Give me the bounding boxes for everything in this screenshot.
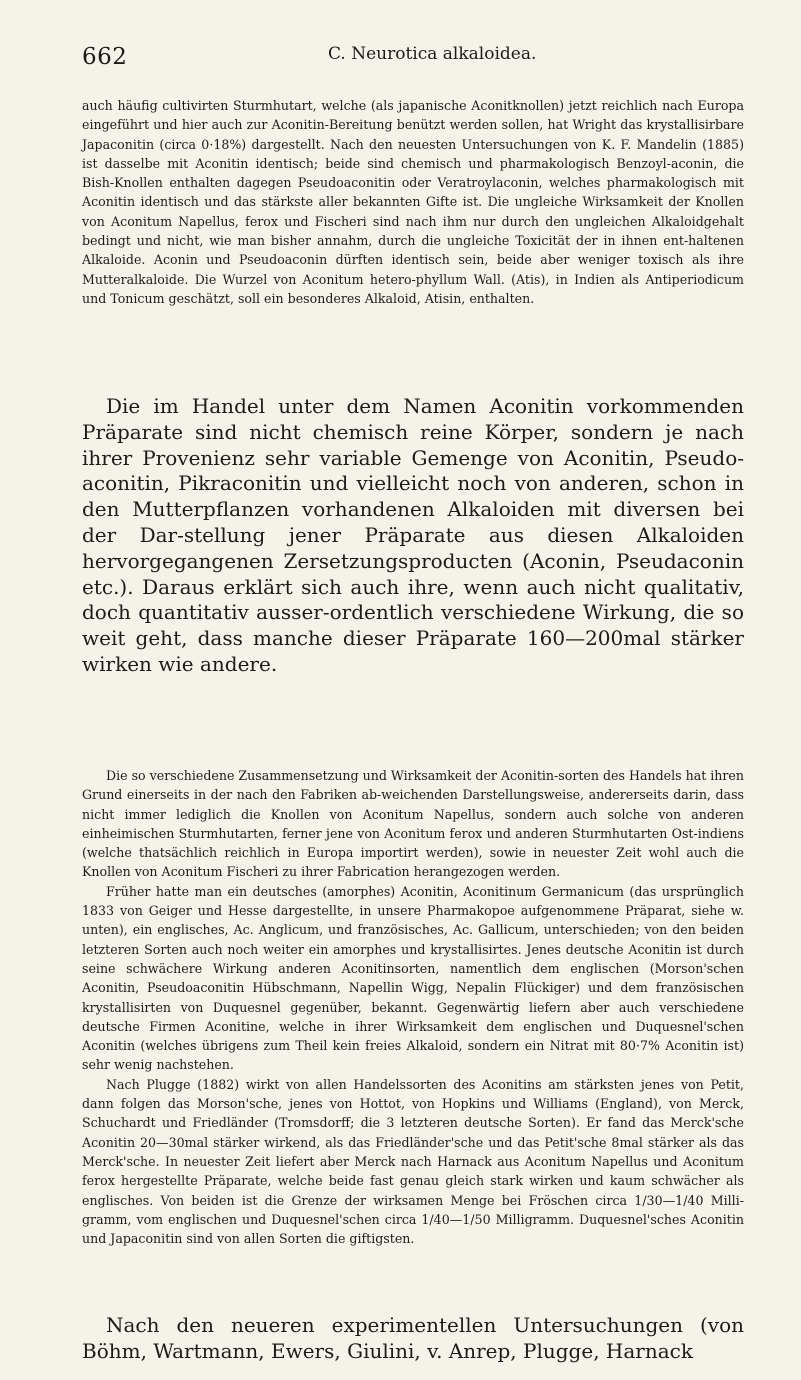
- paragraph-text: Die im Handel unter dem Namen Aconitin vorkommenden Präparate sind nicht chemisch reine Körper, sondern je nach ihrer Provenienz sehr variable Gemenge von Aconitin, Pseudo-aconitin, Pikraconitin und vielleicht noch von anderen, schon in den Mutterpflanzen vorhandenen Alkaloiden mit diversen bei der Dar-stellung jener Präparate aus diesen Alkaloiden hervorgegangenen Zersetzungsproducten (Aconin, Pseudaconin etc.). Daraus erklärt sich auch ihre, wenn auch nicht qualitativ, doch quantitativ ausser-ordentlich verschiedene Wirkung, die so weit geht, dass manche dieser Präparate 160—200mal stärker wirken wie andere.: [82, 394, 744, 676]
- paragraph-plugge: Nach Plugge (1882) wirkt von allen Handelssorten des Aconitins am stärksten jenes von Petit, dann folgen das Morson'sche, jenes von Hottot, von Hopkins und Williams (England), von Merck, Schuchardt und Friedländer (Tromsdorff; die 3 letzteren deutsche Sorten). Er fand das Merck'sche Aconitin 20—30mal stärker wirkend, als das Friedländer'sche und das Petit'sche 8mal stärker als das Merck'sche. In neuester Zeit liefert aber Merck nach Harnack aus Aconitum Napellus und Aconitum ferox hergestellte Präparate, welche beide fast genau gleich stark wirken und kaum schwächer als englisches. Von beiden ist die Grenze der wirksamen Menge bei Fröschen circa 1/30—1/40 Milli-gramm, vom englischen und Duquesnel'schen circa 1/40—1/50 Milligramm. Duquesnel'sches Aconitin und Japaconitin sind von allen Sorten die giftigsten.: [82, 1076, 744, 1247]
- paragraph-varieties: Früher hatte man ein deutsches (amorphes) Aconitin, Aconitinum Germanicum (das ursprünglich 1833 von Geiger und Hesse dargestellte, in unsere Pharmakopoe aufgenommene Präparat, siehe w. unten), ein englisches, Ac. Anglicum, und französisches, Ac. Gallicum, unterschieden; von den beiden letzteren Sorten auch noch weiter ein amorphes und krystallisirtes. Jenes deutsche Aconitin ist durch seine schwächere Wirkung anderen Aconitinsorten, namentlich dem englischen (Morson'schen Aconitin, Pseudoaconitin Hübschmann, Napellin Wigg, Nepalin Flückiger) und dem französischen krystallisirten von Duquesnel gegenüber, bekannt. Gegenwärtig liefern aber auch verschiedene deutsche Firmen Aconitine, welche in ihrer Wirksamkeit dem englischen und Duquesnel'schen Aconitin (welches übrigens zum Theil kein freies Alkaloid, sondern ein Nitrat mit 80·7% Aconitin ist) sehr wenig nachstehen.: [82, 883, 744, 1073]
- paragraph-japaconitin: [82, 96, 744, 308]
- paragraph-text: auch häufig cultivirten Sturmhutart, welche (als japanische Aconitknollen) jetzt reichlich nach Europa eingeführt und hier auch zur Aconitin-Bereitung benützt werden sollen, hat Wright das krystallisirbare Japaconitin (circa 0·18%) dargestellt. Nach den neuesten Untersuchungen von K. F. Mandelin (1885) ist dasselbe mit Aconitin identisch; beide sind chemisch und pharmakologisch Benzoyl-aconin, die Bish-Knollen enthalten dagegen Pseudoaconitin oder Veratroylaconin, welches pharmakologisch mit Aconitin identisch und das stärkste aller bekannten Gifte ist. Die ungleiche Wirksamkeit der Knollen von Aconitum Napellus, ferox und Fischeri sind nach ihm nur durch den ungleichen Alkaloidgehalt bedingt und nicht, wie man bisher annahm, durch die ungleiche Toxicität der in ihnen ent-haltenen Alkaloide. Aconin und Pseudoaconin dürften identisch sein, beide aber weniger toxisch als ihre Mutteralkaloide. Die Wurzel von Aconitum hetero-phyllum Wall. (Atis), in Indien als Antiperiodicum und Tonicum geschätzt, soll ein besonderes Alkaloid, Atisin, enthalten.: [82, 98, 744, 306]
- paragraph-composition: Die so verschiedene Zusammensetzung und Wirksamkeit der Aconitin-sorten des Handels hat ihren Grund einerseits in der nach den Fabriken ab-weichenden Darstellungsweise, andererseits darin, dass nicht immer lediglich die Knollen von Aconitum Napellus, sondern auch solche von anderen einheimischen Sturmhutarten, ferner jene von Aconitum ferox und anderen Sturmhutarten Ost-indiens (welche thatsächlich reichlich in Europa importirt werden), sowie in neuester Zeit wohl auch die Knollen von Aconitum Fischeri zu ihrer Fabrication herangezogen werden.: [82, 768, 744, 880]
- section-small-print: [82, 766, 744, 1248]
- page-number: 662: [82, 44, 128, 70]
- paragraph-commercial-aconitin: [82, 394, 744, 678]
- running-head: C. Neurotica alkaloidea.: [328, 44, 537, 64]
- paragraph-text: Nach den neueren experimentellen Untersuchungen (von Böhm, Wartmann, Ewers, Giulini, v. Anrep, Plugge, Harnack: [82, 1313, 744, 1363]
- paragraph-experiments: [82, 1313, 744, 1365]
